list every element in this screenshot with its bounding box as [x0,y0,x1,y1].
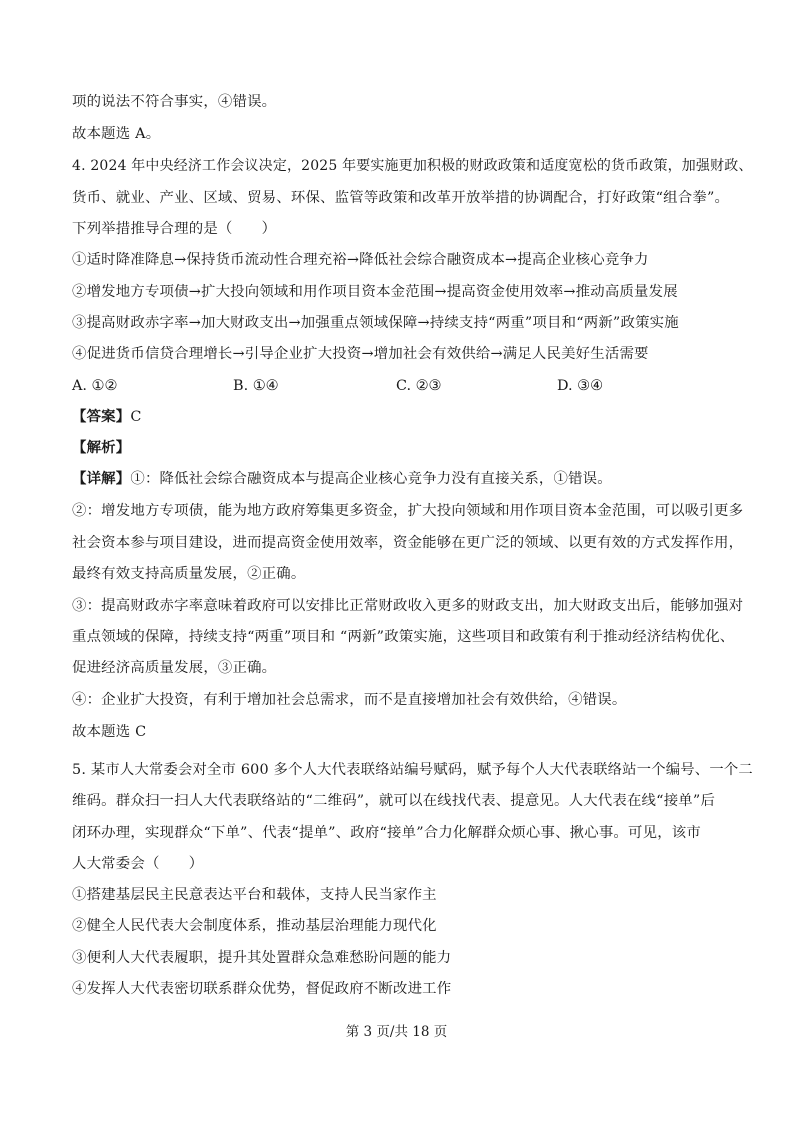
question-5-item: ③便利人大代表履职，提升其处置群众急难愁盼问题的能力 [72,950,452,966]
detail-line: ④：企业扩大投资，有利于增加社会总需求，而不是直接增加社会有效供给，④错误。 [72,692,627,708]
text-line: 项的说法不符合事实，④错误。 [72,94,277,110]
question-5-item: ②健全人民代表大会制度体系，推动基层治理能力现代化 [72,918,437,934]
answer-value: C [130,409,142,425]
option-a: A. ①② [72,378,118,394]
answer-tag: 【答案】 [72,408,131,425]
option-d: D. ③④ [557,378,603,394]
question-4-item: ③提高财政赤字率→加大财政支出→加强重点领域保障→持续支持“两重”项目和“两新”政策实施 [72,315,679,331]
question-4-stem: 下列举措推导合理的是（ ） [72,221,277,237]
text-line: 故本题选 A。 [72,126,161,142]
detail-line: 促进经济高质量发展，③正确。 [72,660,277,676]
question-5-stem: 5. 某市人大常委会对全市 600 多个人大代表联络站编号赋码，赋予每个人大代表联络站一个编号、一个二 [72,762,753,778]
question-5-item: ④发挥人大代表密切联系群众优势，督促政府不断改进工作 [72,981,452,997]
question-4-stem: 4. 2024 年中央经济工作会议决定，2025 年要实施更加积极的财政政策和适度宽松的货币政策，加强财政、 [72,158,753,174]
question-5-stem: 维码。群众扫一扫人大代表联络站的“二维码”，就可以在线找代表、提意见。人大代表在线“接单”后 [72,793,716,809]
detail-tag: 【详解】 [72,470,131,487]
answer-line [72,407,142,427]
detail-line: ②：增发地方专项债，能为地方政府筹集更多资金，扩大投向领域和用作项目资本金范围，可以吸引更多 [72,503,744,519]
detail-line: 重点领域的保障，持续支持“两重”项目和 “两新”政策实施，这些项目和政策有利于推动经济结构优化、 [72,629,735,645]
analysis-tag: 【解析】 [72,439,131,456]
page-number: 第 3 页/共 18 页 [345,1024,448,1040]
question-5-item: ①搭建基层民主民意表达平台和载体，支持人民当家作主 [72,887,437,903]
question-4-item: ②增发地方专项债→扩大投向领域和用作项目资本金范围→提高资金使用效率→推动高质量发展 [72,284,678,300]
question-4-item: ①适时降准降息→保持货币流动性合理充裕→降低社会综合融资成本→提高企业核心竞争力 [72,252,649,268]
option-c: C. ②③ [396,378,442,394]
detail-line [72,469,612,489]
detail-text: ①：降低社会综合融资成本与提高企业核心竞争力没有直接关系，①错误。 [130,471,612,487]
conclusion-line: 故本题选 C [72,724,147,740]
question-5-stem: 闭环办理，实现群众“下单”、代表“提单”、政府“接单”合力化解群众烦心事、揪心事。可见，该市 [72,825,701,841]
detail-line: 社会资本参与项目建设，进而提高资金使用效率，资金能够在更广泛的领域、以更有效的方式发挥作用， [72,535,744,551]
question-4-stem: 货币、就业、产业、区域、贸易、环保、监管等政策和改革开放举措的协调配合，打好政策“组合拳”。 [72,190,730,206]
detail-line: 最终有效支持高质量发展，②正确。 [72,566,306,582]
question-4-item: ④促进货币信贷合理增长→引导企业扩大投资→增加社会有效供给→满足人民美好生活需要 [72,346,649,362]
option-b: B. ①④ [233,378,279,394]
question-5-stem: 人大常委会（ ） [72,856,204,872]
detail-line: ③：提高财政赤字率意味着政府可以安排比正常财政收入更多的财政支出，加大财政支出后，能够加强对 [72,598,744,614]
